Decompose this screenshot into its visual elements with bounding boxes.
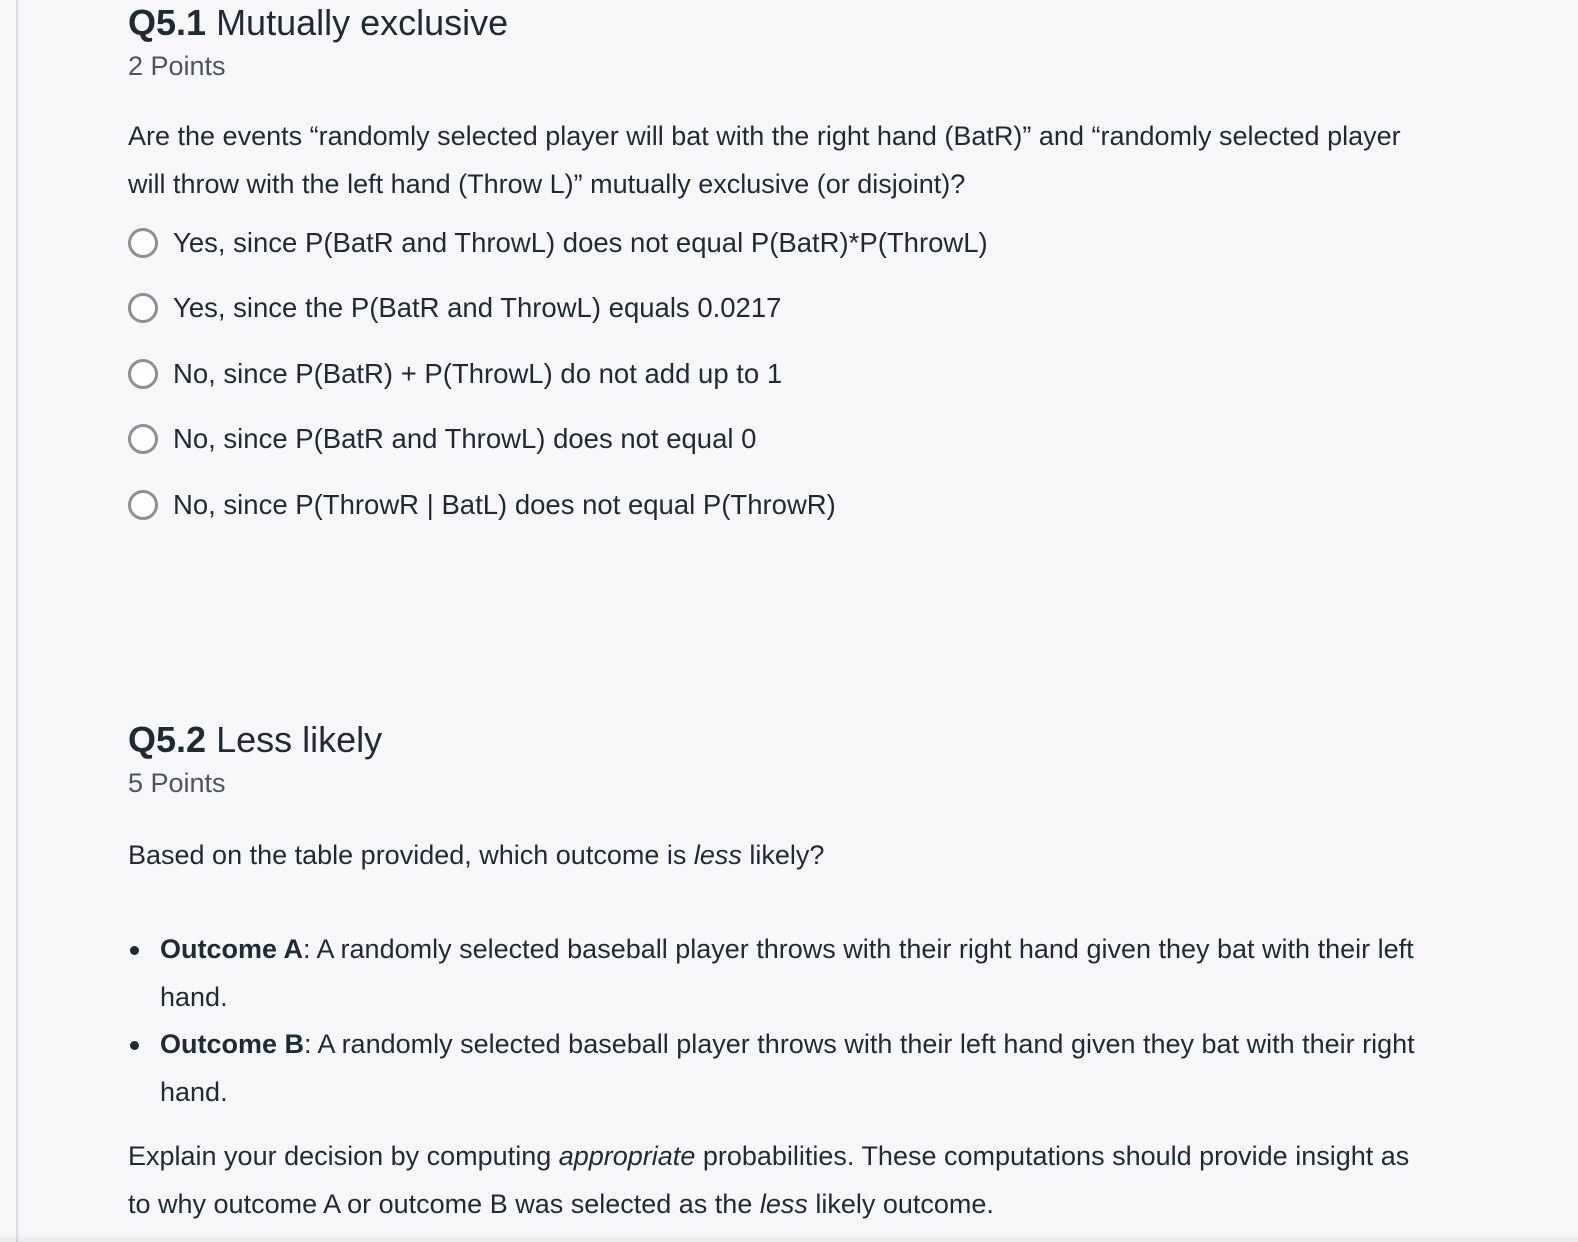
outcome-label: Outcome B (160, 1029, 305, 1059)
radio-button[interactable] (128, 424, 158, 454)
question-5-1 (128, 0, 1458, 538)
question-name: Less likely (216, 719, 383, 760)
question-number: Q5.2 (128, 719, 207, 760)
outcome-text: : A randomly selected baseball player throws with their left hand given they bat with their right hand. (160, 1029, 1415, 1107)
prompt-text: Based on the table provided, which outcome is (128, 840, 694, 870)
answer-option[interactable] (128, 341, 1458, 407)
prompt-text: likely outcome. (807, 1189, 994, 1219)
option-label: Yes, since the P(BatR and ThrowL) equals 0.0217 (173, 292, 782, 324)
option-label: No, since P(ThrowR | BatL) does not equal P(ThrowR) (173, 488, 836, 520)
question-prompt: Are the events “randomly selected player will bat with the right hand (BatR)” and “randomly selected player will throw with the left hand (Throw L)” mutually exclusive (or disjoint)? (128, 121, 1401, 199)
question-number: Q5.1 (128, 2, 207, 43)
prompt-emphasis: appropriate (558, 1141, 696, 1171)
question-points: 5 Points (128, 768, 226, 798)
question-5-2 (128, 717, 1458, 1228)
question-title (128, 717, 1458, 763)
prompt-emphasis: less (693, 840, 742, 870)
radio-button[interactable] (128, 359, 158, 389)
prompt-text: Explain your decision by computing (128, 1141, 559, 1171)
explanation-prompt (128, 1132, 1418, 1228)
outcome-list (128, 926, 1440, 1116)
option-label: No, since P(BatR and ThrowL) does not equal 0 (173, 423, 757, 455)
answer-option[interactable] (128, 276, 1458, 342)
prompt-text: likely? (741, 840, 825, 870)
prompt-text: probabilities. These computations should provide insight as to why outcome A or outcome B was selected as the (128, 1141, 1410, 1219)
answer-option[interactable] (128, 210, 1458, 276)
left-border (16, 0, 18, 1242)
list-item (128, 1021, 1440, 1116)
question-points: 2 Points (128, 51, 226, 81)
outcome-text: : A randomly selected baseball player throws with their right hand given they bat with their left hand. (160, 934, 1414, 1012)
prompt-emphasis: less (759, 1189, 808, 1219)
question-name: Mutually exclusive (216, 2, 509, 43)
answer-option[interactable] (128, 407, 1458, 473)
option-label: No, since P(BatR) + P(ThrowL) do not add up to 1 (173, 357, 783, 389)
radio-button[interactable] (128, 293, 158, 323)
answer-option[interactable] (128, 472, 1458, 538)
question-title (128, 0, 1458, 46)
radio-button[interactable] (128, 490, 158, 520)
question-prompt (128, 831, 1458, 879)
option-label: Yes, since P(BatR and ThrowL) does not equal P(BatR)*P(ThrowL) (173, 226, 988, 258)
outcome-label: Outcome A (160, 934, 304, 964)
bottom-shadow (0, 1234, 1578, 1242)
radio-button[interactable] (128, 228, 158, 258)
list-item (128, 926, 1440, 1021)
answer-options (128, 210, 1458, 538)
